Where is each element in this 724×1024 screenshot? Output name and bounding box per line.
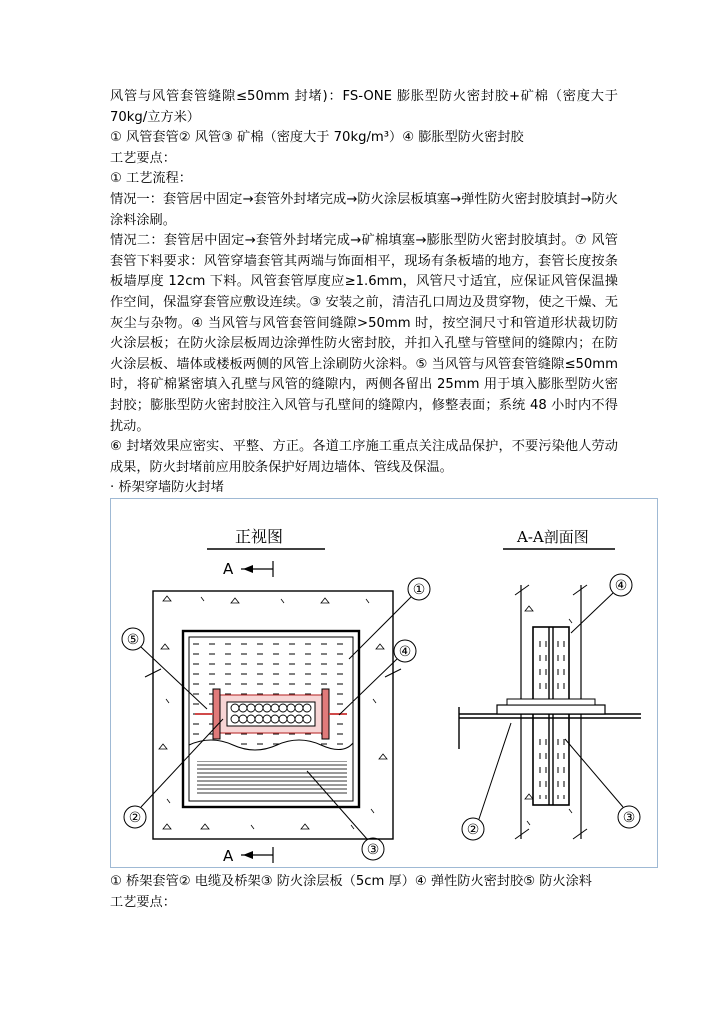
callout-1-front: ① (412, 582, 426, 598)
cable-tray-firestop-figure (110, 498, 658, 868)
paragraph-process-flow: ① 工艺流程： (110, 171, 192, 187)
bottom-text-block (110, 872, 618, 913)
top-text-block (110, 87, 618, 499)
paragraph-process-points: 工艺要点： (110, 150, 176, 166)
paragraph-duct-sealing-title: 风管与风管套管缝隙≤50mm 封堵)：FS-ONE 膨胀型防火密封胶+矿棉（密度大于 70kg/立方米） (110, 89, 618, 125)
callout-2-front: ② (128, 810, 142, 826)
paragraph-sealing-effect: ⑥ 封堵效果应密实、平整、方正。各道工序施工重点关注成品保护，不要污染他人劳动成果，防火封堵前应用胶条保护好周边墙体、管线及保温。 (110, 439, 618, 475)
callout-2-section: ② (466, 822, 480, 838)
front-view-title: 正视图 (235, 527, 284, 546)
paragraph-tray-legend: ① 桥架套管② 电缆及桥架③ 防火涂层板（5cm 厚）④ 弹性防火密封胶⑤ 防火涂料 (110, 874, 592, 889)
section-view-title: A-A剖面图 (517, 528, 589, 546)
callout-5-front: ⑤ (126, 632, 140, 648)
callout-4-section: ④ (614, 578, 628, 594)
section-mark-top: A (223, 560, 234, 578)
section-view (459, 528, 641, 840)
section-mark-bottom: A (223, 847, 234, 865)
figure-drawing (111, 499, 657, 867)
paragraph-tray-heading: · 桥架穿墙防火封堵 (110, 480, 224, 496)
front-view (122, 527, 430, 865)
callout-3-front: ③ (366, 842, 380, 858)
paragraph-duct-legend: ① 风管套管② 风管③ 矿棉（密度大于 70kg/m³）④ 膨胀型防火密封胶 (110, 130, 524, 146)
paragraph-case-one: 情况一：套管居中固定→套管外封堵完成→防火涂层板填塞→弹性防火密封胶填封→防火涂料涂刷。 (110, 191, 618, 228)
paragraph-case-two: 情况二：套管居中固定→套管外封堵完成→矿棉填塞→膨胀型防火密封胶填封。⑦ 风管套管下料要求：风管穿墙套管其两端与饰面相平，现场有条板墙的地方，套管长度按条板墙厚度 12cm 下料。风管套管厚度应≥1.6mm，风管尺寸适宜，应保证风管保温操作空间，保温穿套管应敷设连续。③ 安装之前，清洁孔口周边及贯穿物，使之干燥、无灰尘与杂物。④ 当风管与风管套管间缝隙>50mm 时，按空洞尺寸和管道形状裁切防火涂层板；在防火涂层板周边涂弹性防火密封胶，并扣入孔壁与管壁间的缝隙内；在防火涂层板、墙体或楼板两侧的风管上涂刷防火涂料。⑤ 当风管与风管套管缝隙≤50mm 时，将矿棉紧密填入孔壁与风管的缝隙内，两侧各留出 25mm 用于填入膨胀型防火密封胶；膨胀型防火密封胶注入风管与孔壁间的缝隙内，修整表面；系统 48 小时内不得扰动。 (110, 233, 618, 434)
callout-4-front: ④ (398, 644, 412, 660)
callout-3-section: ③ (622, 810, 636, 826)
paragraph-tray-process-points: 工艺要点： (110, 894, 176, 910)
